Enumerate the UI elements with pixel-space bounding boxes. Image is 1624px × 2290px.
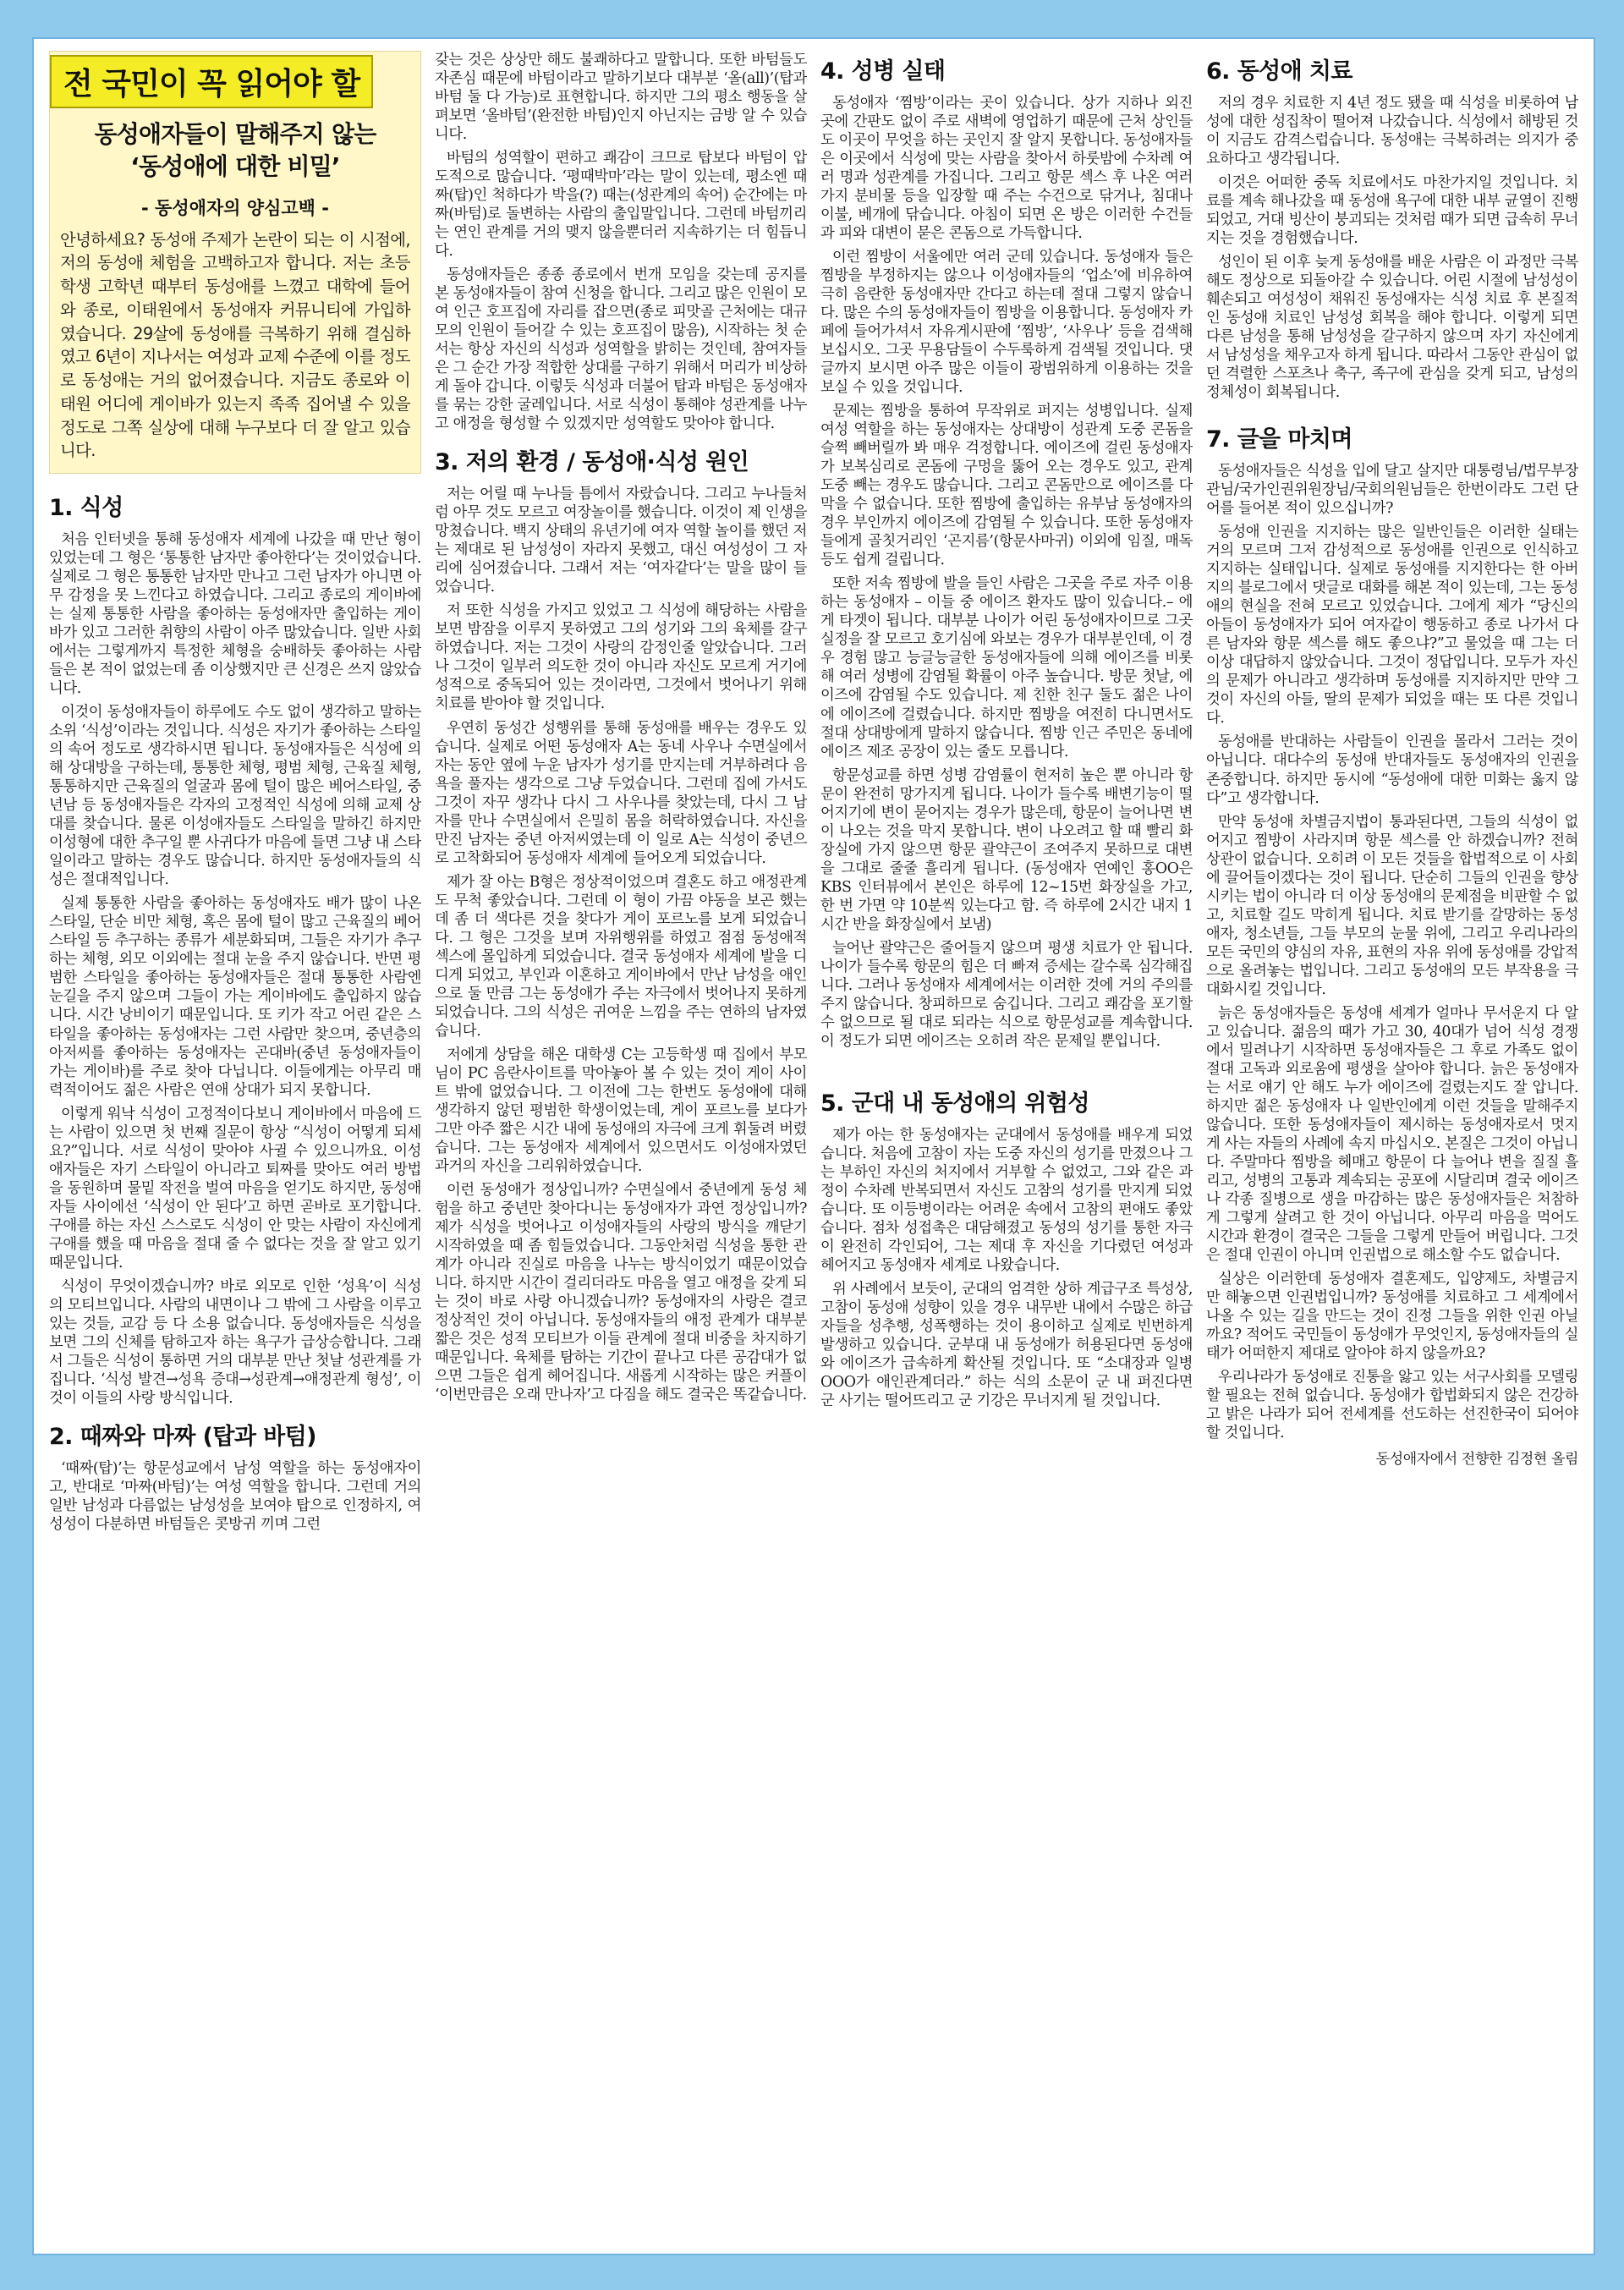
- paragraph: 이것이 동성애자들이 하루에도 수도 없이 생각하고 말하는 소위 ‘식성’이라는 것입니다. 식성은 자기가 좋아하는 스타일의 속어 정도로 생각하시면 됩니다. 동성애자들은 식성에 의해 상대방을 구하는데, 통통한 체형, 평범 체형, 근육질 체형, 통통하지만 근육질의 얼굴과 몸에 털이 많은 베어스타일, 중년남 등 동성애자들은 각자의 고정적인 식성에 의해 교제 상대를 찾습니다. 물론 이성애자들도 스타일을 말하긴 하지만 이성형에 대한 추구일 뿐 사귀다가 마음에 들면 그냥 내 스타일이라고 말하는 경우도 많습니다. 하지만 동성애자들의 식성은 절대적입니다.: [49, 704, 421, 889]
- intro-box: [49, 51, 421, 474]
- paragraph: 동성애를 반대하는 사람들이 인권을 몰라서 그러는 것이 아닙니다. 대다수의 동성애 반대자들도 동성애자의 인권을 존중합니다. 하지만 동시에 “동성애에 대한 미화는 옳지 않다”고 생각합니다.: [1206, 733, 1578, 807]
- paragraph: 문제는 찜방을 통하여 무작위로 퍼지는 성병입니다. 실제 여성 역할을 하는 동성애자는 상대방이 성관계 도중 콘돔을 슬쩍 빼버릴까 봐 매우 걱정합니다. 에이즈에 걸린 동성애자가 보복심리로 콘돔에 구멍을 뚫어 오는 경우도 있고, 관계 도중 빼는 경우도 많습니다. 그리고 콘돔만으로 에이즈를 다 막을 수 없습니다. 또한 찜방에 출입하는 유부남 동성애자의 경우 부인까지 에이즈에 감염될 수 있습니다. 또한 동성애자들에게 골칫거리인 ‘곤지름’(항문사마귀) 이외에 임질, 매독 등도 쉽게 걸립니다.: [820, 403, 1193, 569]
- section-3-body: [435, 485, 807, 1404]
- paragraph: 항문성교를 하면 성병 감염률이 현저히 높은 뿐 아니라 항문이 완전히 망가지게 됩니다. 나이가 들수록 배변기능이 떨어지기에 변이 묻어지는 경우가 많은데, 항문이 늘어나면 변이 나오는 것을 막지 못합니다. 변이 나오려고 할 때 빨리 화장실에 가지 않으면 항문 괄약근이 조여주지 못하므로 대변을 그대로 줄줄 흘리게 됩니다. (동성애자 연예인 홍OO은 KBS 인터뷰에서 본인은 하루에 12~15번 화장실을 가고, 한 번 가면 약 10분씩 있는다고 함. 즉 하루에 2시간 내지 1시간 반을 화장실에서 보냄): [820, 766, 1193, 933]
- section-1-body: [49, 530, 421, 1408]
- paragraph: 저에게 상담을 해온 대학생 C는 고등학생 때 집에서 부모님이 PC 음란사이트를 막아놓아 볼 수 있는 것이 게이 사이트 밖에 없었습니다. 그 이전에 그는 한번도 동성애에 대해 생각하지 않던 평범한 학생이었는데, 게이 포르노를 보다가 그만 아주 짧은 시간 내에 동성애의 자극에 크게 휘둘려 버렸습니다. 그는 동성애자 세계에서 있으면서도 이성애자였던 과거의 자신을 그리워하였습니다.: [435, 1046, 807, 1175]
- paragraph: 저는 어릴 때 누나들 틈에서 자랐습니다. 그리고 누나들처럼 아무 것도 모르고 여장놀이를 했습니다. 이것이 제 인생을 망쳤습니다. 백지 상태의 유년기에 여자 역할 놀이를 했던 저는 제대로 된 남성성이 자라지 못했고, 대신 여성성이 그 자리에 심어졌습니다. 그래서 저는 ‘여자같다’는 말을 많이 들었습니다.: [435, 486, 807, 596]
- paragraph: 동성애자 ‘찜방’이라는 곳이 있습니다. 상가 지하나 외진 곳에 간판도 없이 주로 새벽에 영업하기 때문에 근처 상인들도 이곳이 무엇을 하는 곳인지 잘 알지 못합니다. 동성애자들은 이곳에서 식성에 맞는 사람을 찾아서 하룻밤에 수차례 여러 명과 성관계를 가집니다. 그리고 항문 섹스 후 나온 여러 가지 분비물 등을 입장할 때 주는 수건으로 닦거나, 침대나 이불, 베개에 닦습니다. 아침이 되면 온 방은 이러한 수건들과 피와 대변이 묻은 콘돔으로 가득합니다.: [820, 95, 1193, 243]
- section-1-heading: 1. 식성: [49, 495, 123, 522]
- section-5-heading: 5. 군대 내 동성애의 위험성: [820, 1090, 1089, 1117]
- paragraph: 실상은 이러한데 동성애자 결혼제도, 입양제도, 차별금지 만 해놓으면 인권법입니까? 동성애를 치료하고 그 세계에서 나올 수 있는 길을 만드는 것이 진정 그들을 위한 인권 아닐까요? 적어도 국민들이 동성애가 무엇인지, 동성애자들의 실태가 어떠한지 제대로 알아야 하지 않을까요?: [1206, 1270, 1578, 1362]
- paragraph: ‘때짜(탑)’는 항문성교에서 남성 역할을 하는 동성애자이고, 반대로 ‘마짜(바텀)’는 여성 역할을 합니다. 그런데 거의 일반 남성과 다름없는 남성성을 보여야 탑으로 인정하지, 여성성이 다분하면 바텀들은 콧방귀 끼며 그런: [49, 1459, 421, 1533]
- paragraph: 만약 동성애 차별금지법이 통과된다면, 그들의 식성이 없어지고 찜방이 사라지며 항문 섹스를 안 하겠습니까? 전혀 상관이 없습니다. 오히려 이 모든 것들을 합법적으로 이 사회에 끌어들이겠다는 것이 됩니다. 단순히 그들의 인권을 향상시키는 법이 아니라 더 이상 동성애의 문제점을 비판할 수 없고, 치료할 길도 막히게 됩니다. 치료 받기를 갈망하는 동성애자, 청소년들, 그들 부모의 눈물 위에, 그리고 우리나라의 모든 국민의 양심의 자유, 표현의 자유 위에 동성애를 강압적으로 올려놓는 법입니다. 그리고 동성애의 모든 부작용을 극대화시킬 것입니다.: [1206, 813, 1578, 998]
- section-7-body: [1206, 462, 1578, 1469]
- section-7-heading: 7. 글을 마치며: [1206, 426, 1352, 453]
- byline: - 동성애자의 양심고백 -: [141, 197, 329, 218]
- paragraph: 이런 찜방이 서울에만 여러 군데 있습니다. 동성애자 들은 찜방을 부정하지는 않으나 이성애자들의 ‘업소’에 비유하여 극히 음란한 동성애자만 간다고 하는데 절대 그렇지 않습니다. 많은 수의 동성애자들이 찜방을 이용합니다. 동성애자 카페에 들어가셔서 자유게시판에 ‘찜방’, ‘사우나’ 등을 검색해 보십시오. 그곳 무용담들이 수두룩하게 검색될 것입니다. 댓글까지 보시면 아주 많은 이들이 광범위하게 이용하는 것을 보실 수 있을 것입니다.: [820, 249, 1193, 397]
- paragraph: 제가 잘 아는 B형은 정상적이었으며 결혼도 하고 애정관계도 무척 좋았습니다. 그런데 이 형이 가끔 야동을 보곤 했는데 좀 더 색다른 것을 찾다가 게이 포르노를 보게 되었습니다. 그 형은 그것을 보며 자위행위를 하였고 점점 동성애적 섹스에 몰입하게 되었습니다. 결국 동성애자 세계에 발을 디디게 되었고, 부인과 이혼하고 게이바에서 만난 남성을 애인으로 둘 만큼 그는 동성애가 주는 자극에서 벗어나지 못하게 되었습니다. 그의 식성은 귀여운 느낌을 주는 연하의 남자였습니다.: [435, 873, 807, 1040]
- paragraph: 이런 동성애가 정상입니까? 수면실에서 중년에게 동성 체험을 하고 중년만 찾아다니는 동성애자가 과연 정상입니까? 제가 식성을 벗어나고 이성애자들의 사랑의 방식을 깨닫기 시작하였을 때 좀 힘들었습니다. 그동안처럼 식성을 통한 관계가 아니라 진실로 마음을 나누는 방식이었기 때문이었습니다. 하지만 시간이 걸리더라도 마음을 열고 애정을 갖게 되는 것이 바로 사랑 아니겠습니까? 동성애자의 사랑은 결코 정상적인 것이 아닙니다. 동성애자들의 애정 관계가 대부분 짧은 것은 성적 모티브가 이들 관계에 절대 비중을 차지하기 때문입니다. 육체를 탐하는 기간이 끝나고 다른 공감대가 없으면 그들은 쉽게 헤어집니다. 새롭게 시작하는 많은 커플이 ‘이번만큼은 오래 만나자’고 다짐을 해도 결국은 똑같습니다.: [435, 1181, 807, 1404]
- paragraph: 늘어난 괄약근은 줄어들지 않으며 평생 치료가 안 됩니다. 나이가 들수록 항문의 힘은 더 빠져 증세는 갈수록 심각해집니다. 그러나 동성애자 세계에서는 이러한 것에 거의 주의를 주지 않습니다. 창피하므로 숨깁니다. 그리고 쾌감을 포기할 수 없으므로 될 대로 되라는 식으로 항문성교를 계속합니다. 이 정도가 되면 에이즈는 오히려 작은 문제일 뿐입니다.: [820, 939, 1193, 1050]
- main-title-line-1: 동성애자들이 말해주지 않는: [94, 120, 376, 148]
- paragraph: 제가 아는 한 동성애자는 군대에서 동성애를 배우게 되었습니다. 처음에 고참이 자는 도중 자신의 성기를 만졌으나 그는 부하인 자신의 처지에서 거부할 수 없었고, 그와 같은 과정이 수차례 반복되면서 자신도 고참의 성기를 만지게 되었습니다. 또 이등병이라는 어려운 속에서 고참의 편애도 좋았습니다. 점차 성접촉은 대담해졌고 동성의 성기를 통한 자극이 완전히 각인되어, 그는 제대 후 자신을 기다렸던 여성과 헤어지고 동성애자 세계로 나왔습니다.: [820, 1126, 1193, 1274]
- section-4-body: [820, 94, 1193, 1051]
- paragraph: 우리나라가 동성애로 진통을 앓고 있는 서구사회를 모델링할 필요는 전혀 없습니다. 동성애가 합법화되지 않은 건강하고 밝은 나라가 되어 전세계를 선도하는 선진한국이 되어야 할 것입니다.: [1206, 1368, 1578, 1442]
- paragraph: 우연히 동성간 성행위를 통해 동성애를 배우는 경우도 있습니다. 실제로 어떤 동성애자 A는 동네 사우나 수면실에서 자는 동안 옆에 누운 남자가 성기를 만지는데 거부하려다 음욕을 풀자는 생각으로 그냥 두었습니다. 그런데 집에 가서도 그것이 자꾸 생각나 다시 그 사우나를 찾았는데, 다시 그 남자를 만나 수면실에서 은밀히 몸을 허락하였습니다. 자신을 만진 남자는 중년 아저씨였는데 이 일로 A는 식성이 중년으로 고착화되어 동성애자 세계에 들어오게 되었습니다.: [435, 719, 807, 867]
- section-2-body-part-2: [435, 51, 807, 433]
- main-title-line-2: ‘동성애에 대한 비밀’: [130, 151, 340, 180]
- paragraph: 동성애자들은 식성을 입에 달고 살지만 대통령님/법무부장관님/국가인권위원장님/국회의원님들은 한번이라도 그런 단어를 들어본 적이 있으십니까?: [1206, 463, 1578, 518]
- paragraph: 저의 경우 치료한 지 4년 정도 됐을 때 식성을 비롯하여 남성에 대한 성집착이 떨어져 나갔습니다. 식성에서 해방된 것이 지금도 감격스럽습니다. 동성애는 극복하려는 의지가 중요하다고 생각됩니다.: [1206, 95, 1578, 168]
- paragraph: 이것은 어떠한 중독 치료에서도 마찬가지일 것입니다. 치료를 계속 해나갔을 때 동성애 욕구에 대한 내부 균열이 진행되었고, 거대 빙산이 붕괴되는 것처럼 때가 되면 급속히 무너지는 것을 경험했습니다.: [1206, 174, 1578, 248]
- four-column-layout: [49, 51, 1582, 2243]
- signature: 동성애자에서 전향한 김정현 올림: [1375, 1451, 1578, 1469]
- paragraph: 갖는 것은 상상만 해도 불쾌하다고 말합니다. 또한 바텀들도 자존심 때문에 바텀이라고 말하기보다 대부분 ‘올(all)’(탑과 바텀 둘 다 가능)로 표현합니다. 하지만 그의 평소 행동을 살펴보면 ‘올바텀’(완전한 바텀)인지 아닌지는 금방 알 수 있습니다.: [435, 52, 807, 144]
- paragraph: 저 또한 식성을 가지고 있었고 그 식성에 해당하는 사람을 보면 밤잠을 이루지 못하였고 그의 성기와 그의 육체를 갈구하였습니다. 저는 그것이 사랑의 감정인줄 알았습니다. 그러나 그것이 일부러 의도한 것이 아니라 자신도 모르게 거기에 성적으로 중독되어 있는 것이라면, 그것에서 벗어나기 위해 치료를 받아야 할 것입니다.: [435, 602, 807, 713]
- section-4-heading: 4. 성병 실태: [820, 58, 946, 85]
- section-6-heading: 6. 동성애 치료: [1206, 58, 1352, 85]
- flyer-sheet: [34, 39, 1594, 2254]
- intro-paragraph: 안녕하세요? 동성애 주제가 논란이 되는 이 시점에, 저의 동성애 체험을 고백하고자 합니다. 저는 초등학생 고학년 때부터 동성애를 느꼈고 대학에 들어와 종로, 이태원에서 동성애자 커뮤니티에 가입하였습니다. 29살에 동성애를 극복하기 위해 결심하였고 6년이 지나서는 여성과 교제 수준에 이를 정도로 동성애는 거의 없어졌습니다. 지금도 종로와 이태원 어디에 게이바가 있는지 족족 집어낼 수 있을 정도로 그쪽 실상에 대해 누구보다 더 잘 알고 있습니다.: [60, 229, 410, 461]
- column-2: [435, 51, 807, 2243]
- paragraph: 이렇게 워낙 식성이 고정적이다보니 게이바에서 마음에 드는 사람이 있으면 첫 번째 질문이 항상 “식성이 어떻게 되세요?”입니다. 서로 식성이 맞아야 사귈 수 있으니까요. 이성애자들은 자기 스타일이 아니라고 퇴짜를 맞아도 여러 방법을 동원하며 물밑 작전을 벌여 마음을 얻기도 하지만, 동성애자들 사이에선 ‘식성이 안 된다’고 하면 곧바로 포기합니다. 구애를 하는 자신 스스로도 식성이 안 맞는 사람이 자신에게 구애를 했을 때 마음을 절대 줄 수 없다는 것을 잘 알고 있기 때문입니다.: [49, 1105, 421, 1271]
- column-4: [1206, 51, 1578, 2243]
- paragraph: 식성이 무엇이겠습니까? 바로 외모로 인한 ‘성욕’이 식성의 모티브입니다. 사람의 내면이나 그 밖에 그 사람을 이루고 있는 것들, 교감 등 다 소용 없습니다. 동성애자들은 식성을 보면 그의 신체를 탐하고자 하는 욕구가 급상승합니다. 그래서 그들은 식성이 통하면 거의 대부분 만난 첫날 성관계를 가집니다. ‘식성 발견→성욕 증대→성관계→애정관계 형성’, 이것이 이들의 사랑 방식입니다.: [49, 1277, 421, 1407]
- paragraph: 처음 인터넷을 통해 동성애자 세계에 나갔을 때 만난 형이 있었는데 그 형은 ‘통통한 남자만 좋아한다’는 것이었습니다. 실제로 그 형은 통통한 남자만 만나고 그런 남자가 아니면 아무 감정을 못 느낀다고 하였습니다. 그리고 종로의 게이바에는 실제 통통한 사람을 좋아하는 동성애자만 출입하는 게이바가 있고 그러한 취향의 사람이 아주 많았습니다. 일반 사회에서는 그렇게까지 특정한 체형을 숭배하듯 좋아하는 사람들은 본 적이 없었는데 좀 이상했지만 큰 신경은 쓰지 않았습니다.: [49, 531, 421, 698]
- paragraph: 또한 저속 찜방에 발을 들인 사람은 그곳을 주로 자주 이용하는 동성애자 – 이들 중 에이즈 환자도 많이 있습니다.– 에게 타겟이 됩니다. 대부분 나이가 어린 동성애자이므로 그곳 실정을 잘 모르고 호기심에 와보는 경우가 대부분인데, 이 경우 경험 많고 능글능글한 동성애자들에 의해 에이즈를 비롯해 여러 성병에 감염될 확률이 아주 높습니다. 방문 첫날, 에이즈에 감염될 수도 있습니다. 제 친한 친구 둘도 젊은 나이에 에이즈에 걸렸습니다. 하지만 찜방을 여전히 다니면서도 절대 상대방에게 말하지 않습니다. 찜방 인근 주민은 동네에 에이즈 제조 공장이 있는 줄도 모릅니다.: [820, 575, 1193, 761]
- paragraph: 위 사례에서 보듯이, 군대의 엄격한 상하 계급구조 특성상, 고참이 동성애 성향이 있을 경우 내무반 내에서 수많은 하급자들을 성추행, 성폭행하는 것이 용이하고 실제로 빈번하게 발생하고 있습니다. 군부대 내 동성애가 허용된다면 동성애와 에이즈가 급속하게 확산될 것입니다. 또 “소대장과 일병 OOO가 애인관계더라.” 하는 식의 소문이 군 내 퍼진다면 군 사기는 떨어뜨리고 군 기강은 무너지게 될 것입니다.: [820, 1280, 1193, 1409]
- section-6-body: [1206, 94, 1578, 402]
- section-2-heading: 2. 때짜와 마짜 (탑과 바텀): [49, 1423, 316, 1450]
- paragraph: 실제 통통한 사람을 좋아하는 동성애자도 배가 많이 나온 스타일, 단순 비만 체형, 혹은 몸에 털이 많고 근육질의 베어스타일 등 추구하는 종류가 세분화되며, 그들은 자기가 추구하는 체형, 외모 이외에는 절대 눈을 주지 않습니다. 반면 평범한 스타일을 좋아하는 동성애자들은 절대 통통한 사람엔 눈길을 주지 않으며 그들이 가는 게이바에도 출입하지 않습니다. 시간 낭비이기 때문입니다. 또 키가 작고 어린 같은 스타일을 좋아하는 동성애자는 그런 사람만 찾으며, 중년층의 아저씨를 좋아하는 동성애자는 곤대바(중년 동성애자들이 가는 게이바)를 주로 찾아 다닙니다. 이들에게는 아무리 매력적이어도 젊은 사람은 연애 상대가 되지 못합니다.: [49, 895, 421, 1099]
- paragraph: 동성애자들은 종종 종로에서 번개 모임을 갖는데 공지를 본 동성애자들이 참여 신청을 합니다. 그리고 많은 인원이 모여 인근 호프집에 자리를 잡으면(종로 피맛골 근처에는 대규모의 인원이 들어갈 수 있는 호프집이 많음), 시작하는 첫 순서는 항상 자신의 식성과 성역할을 밝히는 것인데, 참여자들은 그 순간 가장 적합한 상대를 구하기 위해서 머리가 비상하게 돌아 갑니다. 이렇듯 식성과 더불어 탑과 바텀은 동성애자를 묶는 강한 굴레입니다. 서로 식성이 통해야 성관계를 나누고 애정을 형성할 수 있겠지만 성역할도 맞아야 합니다.: [435, 266, 807, 433]
- paragraph: 성인이 된 이후 늦게 동성애를 배운 사람은 이 과정만 극복해도 정상으로 되돌아갈 수 있습니다. 어린 시절에 남성성이 훼손되고 여성성이 채워진 동성애자는 식성 치료 후 본질적인 동성애 치료인 남성성 회복을 해야 합니다. 이렇게 되면 다른 남성을 통해 남성성을 갈구하지 않으며 자기 자신에게서 남성성을 채우고자 하게 됩니다. 따라서 그동안 관심이 없던 격렬한 스포츠나 축구, 족구에 관심을 갖게 되고, 남성의 정체성이 회복됩니다.: [1206, 254, 1578, 402]
- section-2-body-part-1: [49, 1459, 421, 1534]
- paragraph: 동성애 인권을 지지하는 많은 일반인들은 이러한 실태는 거의 모르며 그저 감성적으로 동성애를 인권으로 인식하고 지지하는 실태입니다. 실제로 동성애를 지지한다는 한 아버지의 블로그에서 댓글로 대화를 해본 적이 있는데, 그는 동성애의 현실을 전혀 모르고 있었습니다. 그에게 제가 “당신의 아들이 동성애자가 되어 여자같이 행동하고 종로 나가서 다른 남자와 항문 섹스를 해도 좋으냐?”고 물었을 때 그는 더 이상 대답하지 않았습니다. 그것이 정답입니다. 모두가 자신의 문제가 아니라고 생각하며 동성애를 지지하지만 만약 그것이 자신의 아들, 딸의 문제가 되었을 때는 또 다른 것입니다.: [1206, 524, 1578, 728]
- kicker-title: 전 국민이 꼭 읽어야 할: [50, 55, 373, 108]
- column-1: [49, 51, 421, 2243]
- section-3-heading: 3. 저의 환경 / 동성애·식성 원인: [435, 449, 749, 476]
- paragraph: 늙은 동성애자들은 동성애 세계가 얼마나 무서운지 다 알고 있습니다. 젊음의 때가 가고 30, 40대가 넘어 식성 경쟁에서 밀려나기 시작하면 동성애자들은 그 후로 가족도 없이 절대 고독과 외로움에 평생을 살아야 합니다. 늙은 동성애자는 서로 얘기 안 해도 누가 에이즈에 걸렸는지도 잘 압니다. 하지만 젊은 동성애자 나 일반인에게 이런 것들을 말해주지 않습니다. 또한 동성애자들이 제시하는 동성애자로서 멋지게 사는 자들의 사례에 속지 마십시오. 본질은 그것이 아닙니다. 주말마다 찜방을 헤매고 항문이 다 늘어나 변을 질질 흘리고, 성병의 고통과 계속되는 공포에 시달리며 결국 에이즈나 각종 질병으로 생을 마감하는 많은 동성애자들은 처참하게 그렇게 살려고 한 것이 아닙니다. 아무리 마음을 먹어도 시간과 환경이 결국은 그들을 그렇게 만들어 버립니다. 그것은 절대 인권이 아니며 인권법으로 해소할 수도 없습니다.: [1206, 1004, 1578, 1264]
- paragraph: 바텀의 성역할이 편하고 쾌감이 크므로 탑보다 바텀이 압도적으로 많습니다. ‘평때박마’라는 말이 있는데, 평소엔 때짜(탑)인 척하다가 박을(?) 때는(성관계의 속어) 순간에는 마짜(바텀)로 돌변하는 사람의 출입말입니다. 그런데 바텀끼리는 연인 관계를 거의 맺지 않을뿐더러 지속하기는 더 힘듭니다.: [435, 150, 807, 261]
- column-3: [820, 51, 1193, 2243]
- section-5-body: [820, 1126, 1193, 1410]
